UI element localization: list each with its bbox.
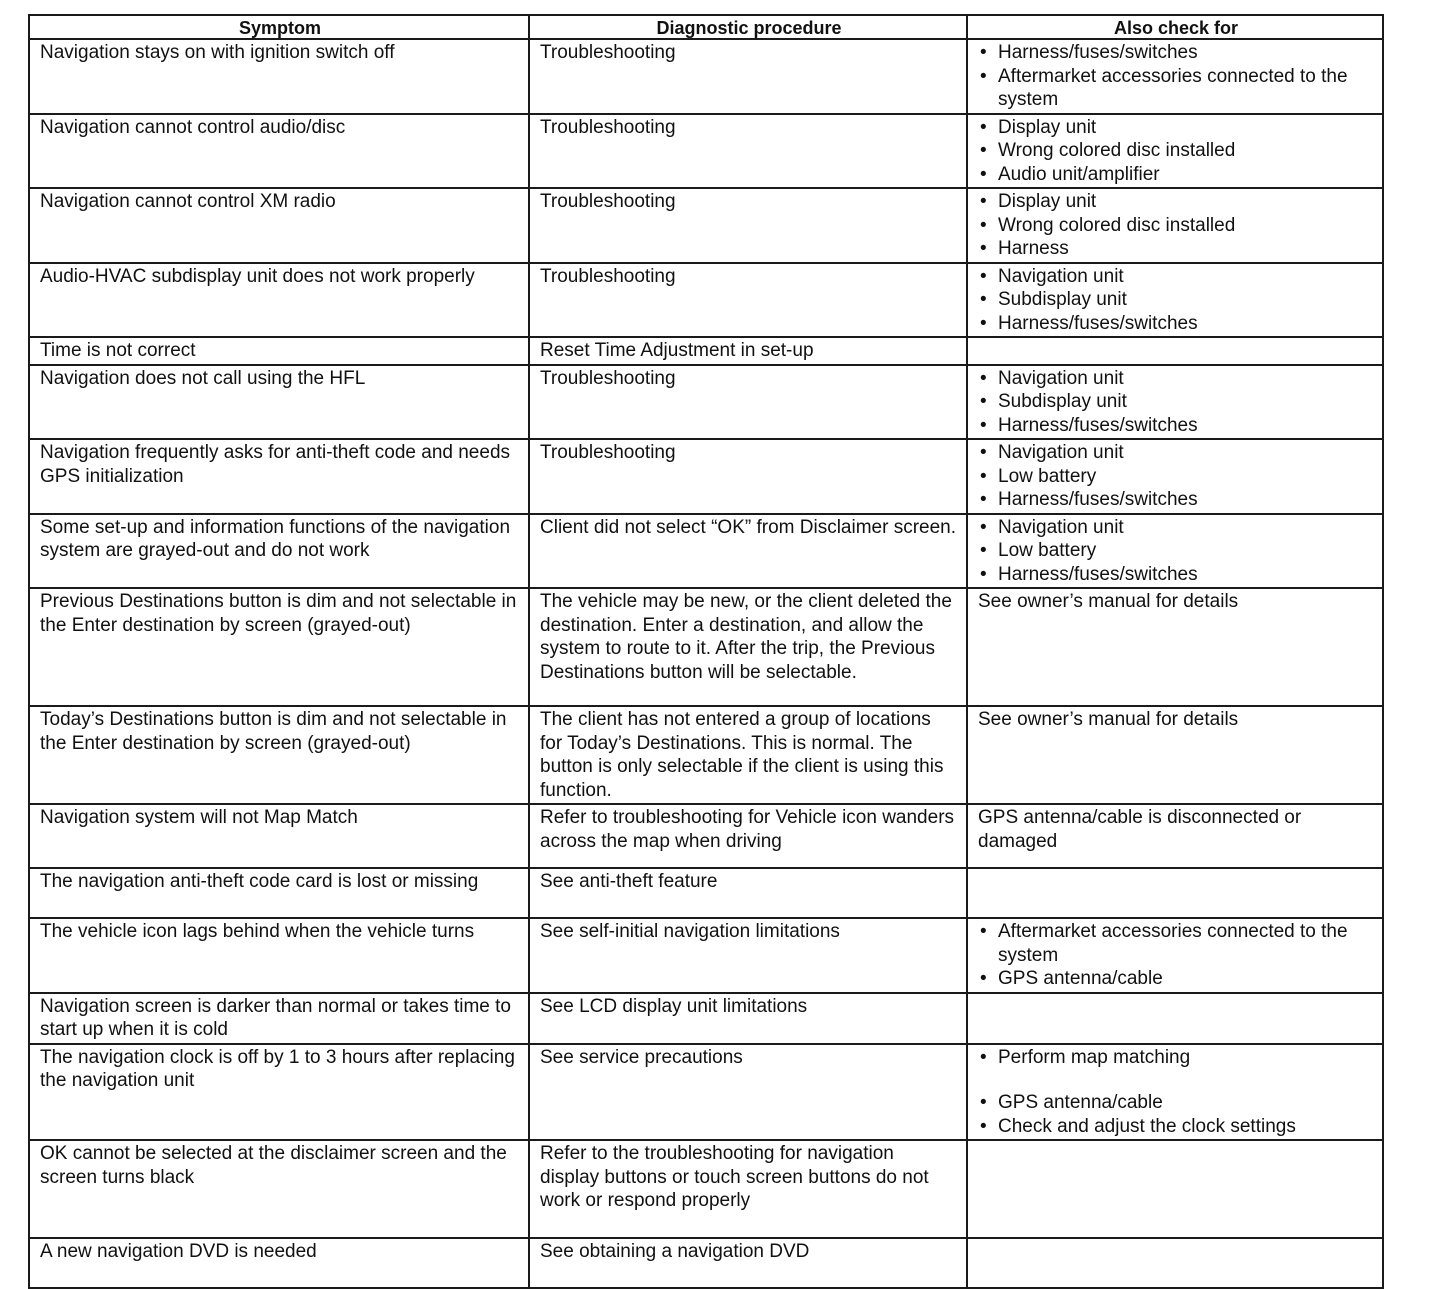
table-row	[29, 804, 1383, 868]
symptom-cell: Previous Destinations button is dim and not selectable in the Enter destination by screen (grayed-out)	[29, 588, 529, 706]
check-item: • Check and adjust the clock settings	[978, 1115, 1374, 1139]
check-item: • Audio unit/amplifier	[978, 163, 1374, 187]
also-check-cell	[967, 1238, 1383, 1288]
also-check-cell	[967, 188, 1383, 263]
procedure-cell: Troubleshooting	[529, 114, 967, 189]
check-list	[978, 41, 1374, 112]
procedure-cell: Reset Time Adjustment in set-up	[529, 337, 967, 365]
table-row	[29, 365, 1383, 440]
procedure-cell: See obtaining a navigation DVD	[529, 1238, 967, 1288]
check-item: • Wrong colored disc installed	[978, 139, 1374, 163]
also-check-cell	[967, 337, 1383, 365]
table-row	[29, 514, 1383, 589]
also-check-cell	[967, 1140, 1383, 1238]
check-item: • Harness	[978, 237, 1374, 261]
symptom-cell: Navigation cannot control audio/disc	[29, 114, 529, 189]
check-item: • Display unit	[978, 190, 1374, 214]
symptom-cell: Some set-up and information functions of the navigation system are grayed-out and do not work	[29, 514, 529, 589]
check-item: • Subdisplay unit	[978, 390, 1374, 414]
table-row	[29, 868, 1383, 918]
check-item: • Navigation unit	[978, 516, 1374, 540]
check-list	[978, 367, 1374, 438]
also-check-cell: GPS antenna/cable is disconnected or damaged	[967, 804, 1383, 868]
check-item: • Harness/fuses/switches	[978, 414, 1374, 438]
check-item: • Navigation unit	[978, 265, 1374, 289]
check-item: • Low battery	[978, 465, 1374, 489]
also-check-cell	[967, 868, 1383, 918]
check-item: • Wrong colored disc installed	[978, 214, 1374, 238]
symptom-cell: A new navigation DVD is needed	[29, 1238, 529, 1288]
table-row	[29, 1044, 1383, 1141]
symptom-cell: Audio-HVAC subdisplay unit does not work properly	[29, 263, 529, 338]
check-list	[978, 1046, 1374, 1139]
symptom-cell: The navigation anti-theft code card is lost or missing	[29, 868, 529, 918]
symptom-cell: Navigation screen is darker than normal or takes time to start up when it is cold	[29, 993, 529, 1044]
table-row	[29, 706, 1383, 804]
symptom-cell: Navigation does not call using the HFL	[29, 365, 529, 440]
check-item: • Aftermarket accessories connected to the system	[978, 65, 1374, 112]
check-item: • Harness/fuses/switches	[978, 488, 1374, 512]
symptom-cell: The vehicle icon lags behind when the vehicle turns	[29, 918, 529, 993]
check-list	[978, 920, 1374, 991]
also-check-cell	[967, 263, 1383, 338]
check-item: • GPS antenna/cable	[978, 1091, 1374, 1115]
table-row	[29, 588, 1383, 706]
check-item: • Harness/fuses/switches	[978, 312, 1374, 336]
check-list	[978, 116, 1374, 187]
also-check-cell	[967, 993, 1383, 1044]
table-row	[29, 993, 1383, 1044]
table-row	[29, 337, 1383, 365]
check-item: • Harness/fuses/switches	[978, 563, 1374, 587]
procedure-cell: Troubleshooting	[529, 188, 967, 263]
check-list	[978, 265, 1374, 336]
procedure-cell: Troubleshooting	[529, 439, 967, 514]
table-row	[29, 1238, 1383, 1288]
procedure-cell: See LCD display unit limitations	[529, 993, 967, 1044]
table-row	[29, 1140, 1383, 1238]
procedure-cell: Client did not select “OK” from Disclaimer screen.	[529, 514, 967, 589]
also-check-cell	[967, 39, 1383, 114]
check-item: • Navigation unit	[978, 441, 1374, 465]
check-item: • Perform map matching	[978, 1046, 1374, 1070]
procedure-cell: Refer to troubleshooting for Vehicle icon wanders across the map when driving	[529, 804, 967, 868]
table-header-row	[29, 15, 1383, 39]
troubleshooting-table	[28, 14, 1384, 1289]
symptom-cell: Navigation system will not Map Match	[29, 804, 529, 868]
symptom-header: Symptom	[29, 15, 529, 39]
also-check-cell	[967, 1044, 1383, 1141]
also-check-cell: See owner’s manual for details	[967, 588, 1383, 706]
procedure-cell: Troubleshooting	[529, 39, 967, 114]
check-item: • Navigation unit	[978, 367, 1374, 391]
table-row	[29, 918, 1383, 993]
check-item: • GPS antenna/cable	[978, 967, 1374, 991]
table-row	[29, 439, 1383, 514]
also-check-cell	[967, 439, 1383, 514]
check-item: • Harness/fuses/switches	[978, 41, 1374, 65]
symptom-cell: Time is not correct	[29, 337, 529, 365]
table-row	[29, 188, 1383, 263]
also-check-cell	[967, 918, 1383, 993]
procedure-cell: Troubleshooting	[529, 263, 967, 338]
procedure-cell: See self-initial navigation limitations	[529, 918, 967, 993]
also-check-cell	[967, 514, 1383, 589]
procedure-cell: Troubleshooting	[529, 365, 967, 440]
procedure-cell: See anti-theft feature	[529, 868, 967, 918]
procedure-cell: The client has not entered a group of locations for Today’s Destinations. This is normal. The button is only selectable if the client is using this function.	[529, 706, 967, 804]
table-row	[29, 114, 1383, 189]
check-item: • Display unit	[978, 116, 1374, 140]
check-item: • Low battery	[978, 539, 1374, 563]
symptom-cell: Navigation stays on with ignition switch off	[29, 39, 529, 114]
check-item: • Subdisplay unit	[978, 288, 1374, 312]
symptom-cell: Navigation frequently asks for anti-theft code and needs GPS initialization	[29, 439, 529, 514]
symptom-cell: The navigation clock is off by 1 to 3 hours after replacing the navigation unit	[29, 1044, 529, 1141]
also-check-cell	[967, 114, 1383, 189]
also-check-header: Also check for	[967, 15, 1383, 39]
procedure-header: Diagnostic procedure	[529, 15, 967, 39]
check-list	[978, 190, 1374, 261]
table-row	[29, 263, 1383, 338]
symptom-cell: Today’s Destinations button is dim and not selectable in the Enter destination by screen (grayed-out)	[29, 706, 529, 804]
also-check-cell: See owner’s manual for details	[967, 706, 1383, 804]
symptom-cell: Navigation cannot control XM radio	[29, 188, 529, 263]
check-list	[978, 516, 1374, 587]
symptom-cell: OK cannot be selected at the disclaimer screen and the screen turns black	[29, 1140, 529, 1238]
also-check-cell	[967, 365, 1383, 440]
procedure-cell: The vehicle may be new, or the client deleted the destination. Enter a destination, and allow the system to route to it. After the trip, the Previous Destinations button will be selectable.	[529, 588, 967, 706]
procedure-cell: See service precautions	[529, 1044, 967, 1141]
check-list	[978, 441, 1374, 512]
table-row	[29, 39, 1383, 114]
check-item: • Aftermarket accessories connected to the system	[978, 920, 1374, 967]
procedure-cell: Refer to the troubleshooting for navigation display buttons or touch screen buttons do not work or respond properly	[529, 1140, 967, 1238]
